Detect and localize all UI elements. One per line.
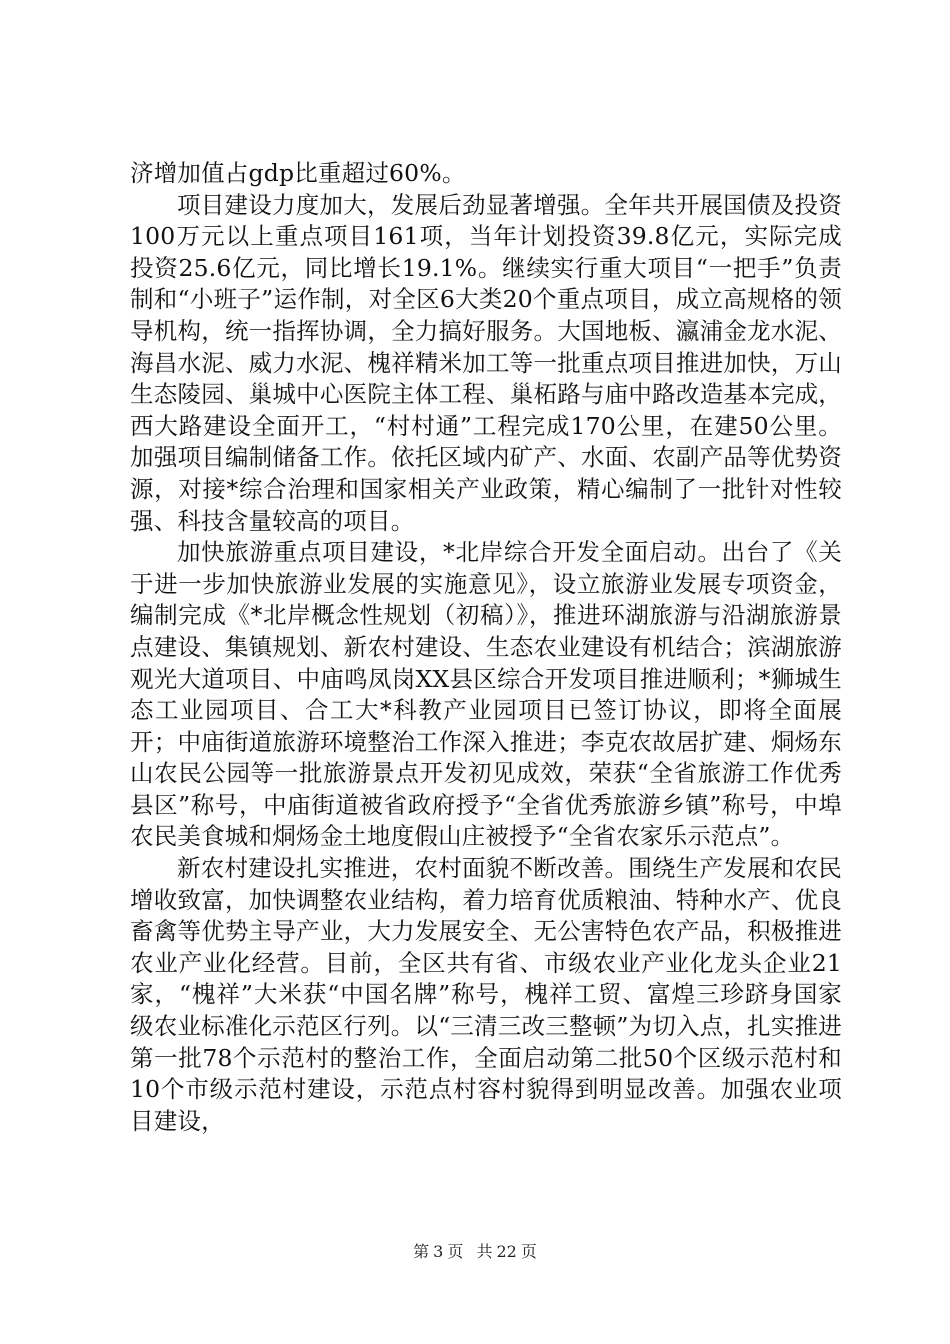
paragraph-4: 新农村建设扎实推进，农村面貌不断改善。围绕生产发展和农民增收致富，加快调整农业结构，着力培育优质粮油、特种水产、优良畜禽等优势主导产业，大力发展安全、无公害特色农产品，积极推进农业产业化经营。目前，全区共有省、市级农业产业化龙头企业21家，“槐祥”大米获“中国名牌”称号，槐祥工贸、富煌三珍跻身国家级农业标准化示范区行列。以“三清三改三整顿”为切入点，扎实推进第一批78个示范村的整治工作，全面启动第二批50个区级示范村和10个市级示范村建设，示范点村容村貌得到明显改善。加强农业项目建设， — [130, 854, 842, 1135]
page-number — [411, 1242, 465, 1261]
page-footer — [0, 1242, 950, 1262]
total-label-suffix: 页 — [520, 1242, 537, 1261]
page-label-mid: 页 — [447, 1242, 464, 1261]
page-label-prefix: 第 — [413, 1242, 430, 1261]
total-label-prefix: 共 — [476, 1242, 493, 1261]
document-body — [130, 158, 842, 1137]
page-total — [474, 1242, 538, 1261]
page-current: 3 — [433, 1242, 444, 1261]
paragraph-1: 济增加值占gdp比重超过60%。 — [130, 159, 466, 187]
paragraph-2: 项目建设力度加大，发展后劲显著增强。全年共开展国债及投资100万元以上重点项目161项，当年计划投资39.8亿元，实际完成投资25.6亿元，同比增长19.1%。继续实行重大项目“一把手”负责制和“小班子”运作制，对全区6大类20个重点项目，成立高规格的领导机构，统一指挥协调，全力搞好服务。大国地板、瀛浦金龙水泥、海昌水泥、威力水泥、槐祥精米加工等一批重点项目推进加快，万山生态陵园、巢城中心医院主体工程、巢柘路与庙中路改造基本完成，西大路建设全面开工，“村村通”工程完成170公里，在建50公里。加强项目编制储备工作。依托区域内矿产、水面、农副产品等优势资源，对接*综合治理和国家相关产业政策，精心编制了一批针对性较强、科技含量较高的项目。 — [130, 190, 842, 535]
page-total-number: 22 — [496, 1242, 517, 1261]
paragraph-3: 加快旅游重点项目建设，*北岸综合开发全面启动。出台了《关于进一步加快旅游业发展的实施意见》，设立旅游业发展专项资金，编制完成《*北岸概念性规划（初稿）》，推进环湖旅游与沿湖旅游景点建设、集镇规划、新农村建设、生态农业建设有机结合；滨湖旅游观光大道项目、中庙鸣凤岗XX县区综合开发项目推进顺利；*狮城生态工业园项目、合工大*科教产业园项目已签订协议，即将全面展开；中庙街道旅游环境整治工作深入推进；李克农故居扩建、烔炀东山农民公园等一批旅游景点开发初见成效，荣获“全省旅游工作优秀县区”称号，中庙街道被省政府授予“全省优秀旅游乡镇”称号，中埠农民美食城和烔炀金土地度假山庄被授予“全省农家乐示范点”。 — [130, 538, 842, 851]
